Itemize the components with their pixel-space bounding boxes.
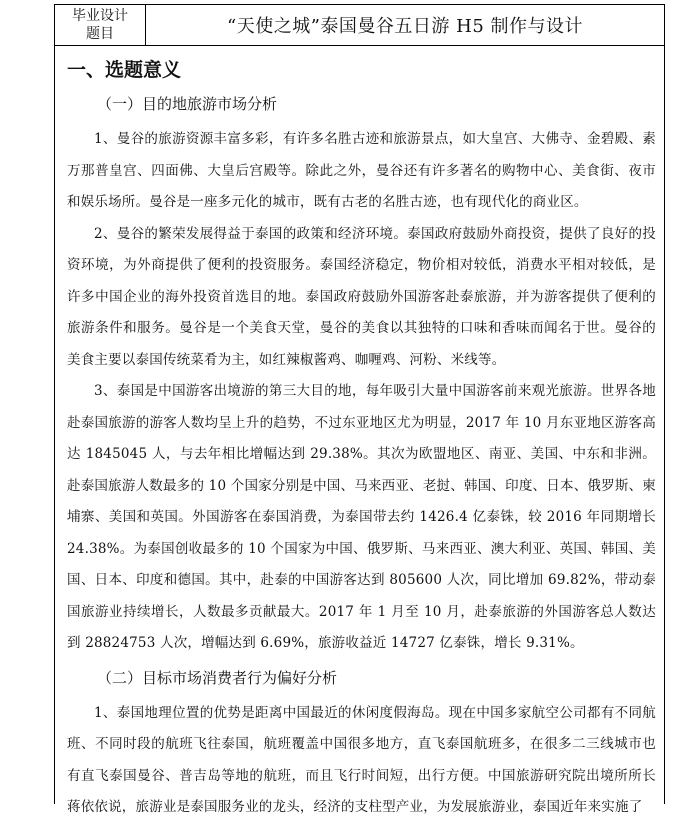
document-page [54,4,665,815]
paragraph-3: 3、泰国是中国游客出境游的第三大目的地，每年吸引大量中国游客前来观光旅游。世界各地赴泰国旅游的游客人数均呈上升的趋势，不过东亚地区尤为明显，2017 年 10 月东亚地区游客高达 1845045 人，与去年相比增幅达到 29.38%。其次为欧盟地区、南亚、美国、中东和非洲。赴泰国旅游人数最多的 10 个国家分别是中国、马来西亚、老挝、韩国、印度、日本、俄罗斯、柬埔寨、美国和英国。外国游客在泰国消费，为泰国带去约 1426.4 亿泰铢，较 2016 年同期增长 24.38%。为泰国创收最多的 10 个国家为中国、俄罗斯、马来西亚、澳大利亚、英国、韩国、美国、日本、印度和德国。其中，赴泰的中国游客达到 805600 人次，同比增加 69.82%，带动泰国旅游业持续增长，人数最多贡献最大。2017 年 1 月至 10 月，赴泰旅游的外国游客总人数达到 28824753 人次，增幅达到 6.69%，旅游收益近 14727 亿泰铢，增长 9.31%。 [67,383,656,651]
topic-label-line2: 题目 [86,26,114,42]
topic-label-cell [55,5,146,45]
topic-label-line1: 毕业设计 [72,8,128,24]
paragraph-2: 2、曼谷的繁荣发展得益于泰国的政策和经济环境。泰国政府鼓励外商投资，提供了良好的投资环境，为外商提供了便利的投资服务。泰国经济稳定，物价相对较低，消费水平相对较低，是许多中国企业的海外投资首选目的地。泰国政府鼓励外国游客赴泰旅游，并为游客提供了便利的旅游条件和服务。曼谷是一个美食天堂，曼谷的美食以其独特的口味和香味而闻名于世。曼谷的美食主要以泰国传统菜肴为主，如红辣椒酱鸡、咖喱鸡、河粉、米线等。 [67,225,656,368]
document-body [55,58,664,824]
section-heading: 一、选题意义 [67,59,182,81]
subsection-heading-consumer-behavior: （二）目标市场消费者行为偏好分析 [97,668,338,687]
paragraph-1: 1、曼谷的旅游资源丰富多彩，有许多名胜古迹和旅游景点，如大皇宫、大佛寺、金碧殿、素万那普皇宫、四面佛、大皇后宫殿等。除此之外，曼谷还有许多著名的购物中心、美食街、夜市和娱乐场所。曼谷是一座多元化的城市，既有古老的名胜古迹，也有现代化的商业区。 [67,131,656,210]
thesis-title: “天使之城”泰国曼谷五日游 H5 制作与设计 [227,16,583,37]
subsection-heading-market-analysis: （一）目的地旅游市场分析 [97,95,278,113]
title-table-row [55,5,664,46]
paragraph-4: 1、泰国地理位置的优势是距离中国最近的休闲度假海岛。现在中国多家航空公司都有不同航班、不同时段的航班飞往泰国，航班覆盖中国很多地方，直飞泰国航班多，在很多二三线城市也有直飞泰国曼谷、普吉岛等地的航班，而且飞行时间短，出行方便。中国旅游研究院出境所所长蒋依依说，旅游业是泰国服务业的龙头，经济的支柱型产业，为发展旅游业，泰国近年来实施了 [67,704,656,815]
